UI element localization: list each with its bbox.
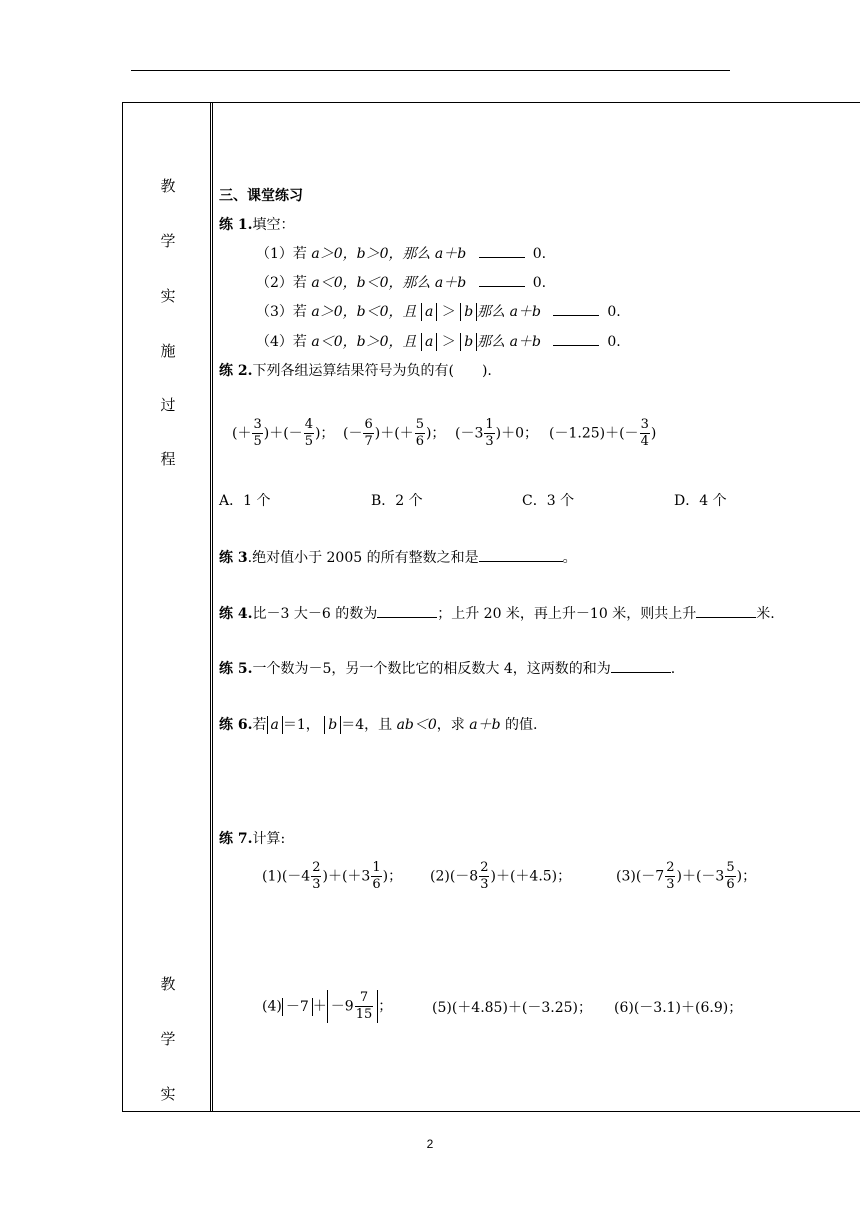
abs-b: b [324,716,341,734]
item-condition: a＞0，b＞0，那么 a＋b [311,246,467,262]
q3-text: .绝对值小于 2005 的所有整数之和是 [247,550,479,566]
answer-blank[interactable] [479,274,525,287]
q1-item [256,333,621,351]
item-condition-tail: 那么 a＋b [477,334,541,350]
q2-label: 练 2. [219,363,253,379]
q2-heading [219,362,492,380]
item-prefix: （2）若 [256,275,312,291]
q6-label: 练 6. [219,717,253,733]
q6-condition: ab＜0 [396,717,437,733]
q4-text-2: ；上升 20 米，再上升－10 米，则共上升 [437,606,697,622]
q2-prompt: 下列各组运算结果符号为负的有( ). [252,363,492,379]
item-suffix: 0. [607,304,621,320]
q6-eq: ＝1， [282,717,320,733]
q3 [219,549,577,567]
item-suffix: 0. [607,334,621,350]
answer-blank[interactable] [553,303,599,316]
q7-expr-5: (5)(＋4.85)＋(－3.25)； [432,1000,593,1016]
item-suffix: 0. [532,275,547,291]
side-char: 程 [160,450,176,468]
q6-text: ，且 [364,717,393,733]
abs-a: a [421,333,437,351]
item-prefix: （1）若 [256,246,312,262]
q7-expr-6: (6)(－3.1)＋(6.9)； [614,1000,743,1016]
item-prefix: （3）若 [256,304,312,320]
side-char: 学 [160,1030,176,1048]
item-condition-tail: 那么 a＋b [477,304,541,320]
item-suffix: 0. [532,246,547,262]
abs-a: a [421,303,437,321]
abs-value: －9 $\frac{7}{15}$ [327,990,378,1023]
item-condition: a＜0，b＞0，且 [311,334,417,350]
side-char: 实 [160,287,176,305]
q6-text: ，求 [436,717,465,733]
item-compare: ＞ [441,334,456,350]
option-a[interactable]: A．1 个 [219,493,271,509]
q5-text: 一个数为－5，另一个数比它的相反数大 4，这两数的和为 [252,661,611,677]
side-char: 过 [160,396,176,414]
column-divider [210,102,211,1111]
side-char: 教 [160,975,176,993]
q6-text: 若 [252,717,267,733]
q6 [219,716,537,734]
answer-blank[interactable] [696,605,756,618]
q2-expr-3: (－3 $\frac{1}{3}$ )＋0； [455,417,539,449]
q1-item [256,274,546,292]
q7-expr-1: (1)(－4 $\frac{2}{3}$ )＋(＋3 $\frac{1}{6}$ )； [262,860,403,892]
header-rule [131,70,730,71]
side-char: 施 [160,342,176,360]
q1-heading [219,216,295,234]
abs-b: b [460,333,477,351]
q3-end: 。 [562,550,577,566]
item-condition: a＜0，b＜0，那么 a＋b [311,275,467,291]
q4-end: 米. [756,606,775,622]
q1-item [256,245,546,263]
item-condition: a＞0，b＜0，且 [311,304,417,320]
page-number: 2 [426,1137,434,1151]
option-b[interactable]: B．2 个 [371,493,423,509]
q1-prompt: 填空： [252,217,295,233]
abs-a: a [267,716,283,734]
option-c[interactable]: C．3 个 [522,493,575,509]
q7-label: 练 7. [219,831,253,847]
q2-expr-1: (＋ $\frac{3}{5}$ )＋(－ $\frac{4}{5}$ )； [232,417,335,449]
section-title: 三、课堂练习 [219,188,303,204]
q7-expr-3: (3)(－7 $\frac{2}{3}$ )＋(－3 $\frac{5}{6}$ )； [616,860,757,892]
q1-label: 练 1. [219,217,253,233]
q3-label: 练 3 [219,550,248,566]
answer-blank[interactable] [479,245,525,258]
q7-heading [219,830,285,848]
q6-text: 的值. [505,717,538,733]
q6-eq: ＝4 [341,717,365,733]
answer-blank[interactable] [553,333,599,346]
q7-prompt: 计算: [252,831,286,847]
q2-expr-4: (－1.25)＋(－ $\frac{3}{4}$ ) [549,417,657,449]
item-prefix: （4）若 [256,334,312,350]
q5-label: 练 5. [219,661,253,677]
answer-blank[interactable] [611,660,671,673]
q5-end: . [670,661,676,677]
q2-expr-2: (－ $\frac{6}{7}$ )＋(＋ $\frac{5}{6}$ )； [343,417,446,449]
answer-blank[interactable] [479,549,563,562]
q4-label: 练 4. [219,606,253,622]
answer-blank[interactable] [377,605,437,618]
q5 [219,660,675,678]
q7-expr-2: (2)(－8 $\frac{2}{3}$ )＋(＋4.5)； [430,860,572,892]
q4 [219,605,775,623]
q4-text-1: 比－3 大－6 的数为 [252,606,378,622]
side-char: 实 [160,1085,176,1103]
side-char: 教 [160,177,176,195]
side-char: 学 [160,232,176,250]
abs-b: b [460,303,477,321]
item-compare: ＞ [441,304,456,320]
q1-item [256,303,621,321]
option-d[interactable]: D．4 个 [674,493,727,509]
abs-value: －7 [282,998,313,1016]
q7-expr-4: (4) －7 ＋ －9 $\frac{7}{15}$ ； [262,990,393,1022]
q6-sum: a＋b [469,717,501,733]
